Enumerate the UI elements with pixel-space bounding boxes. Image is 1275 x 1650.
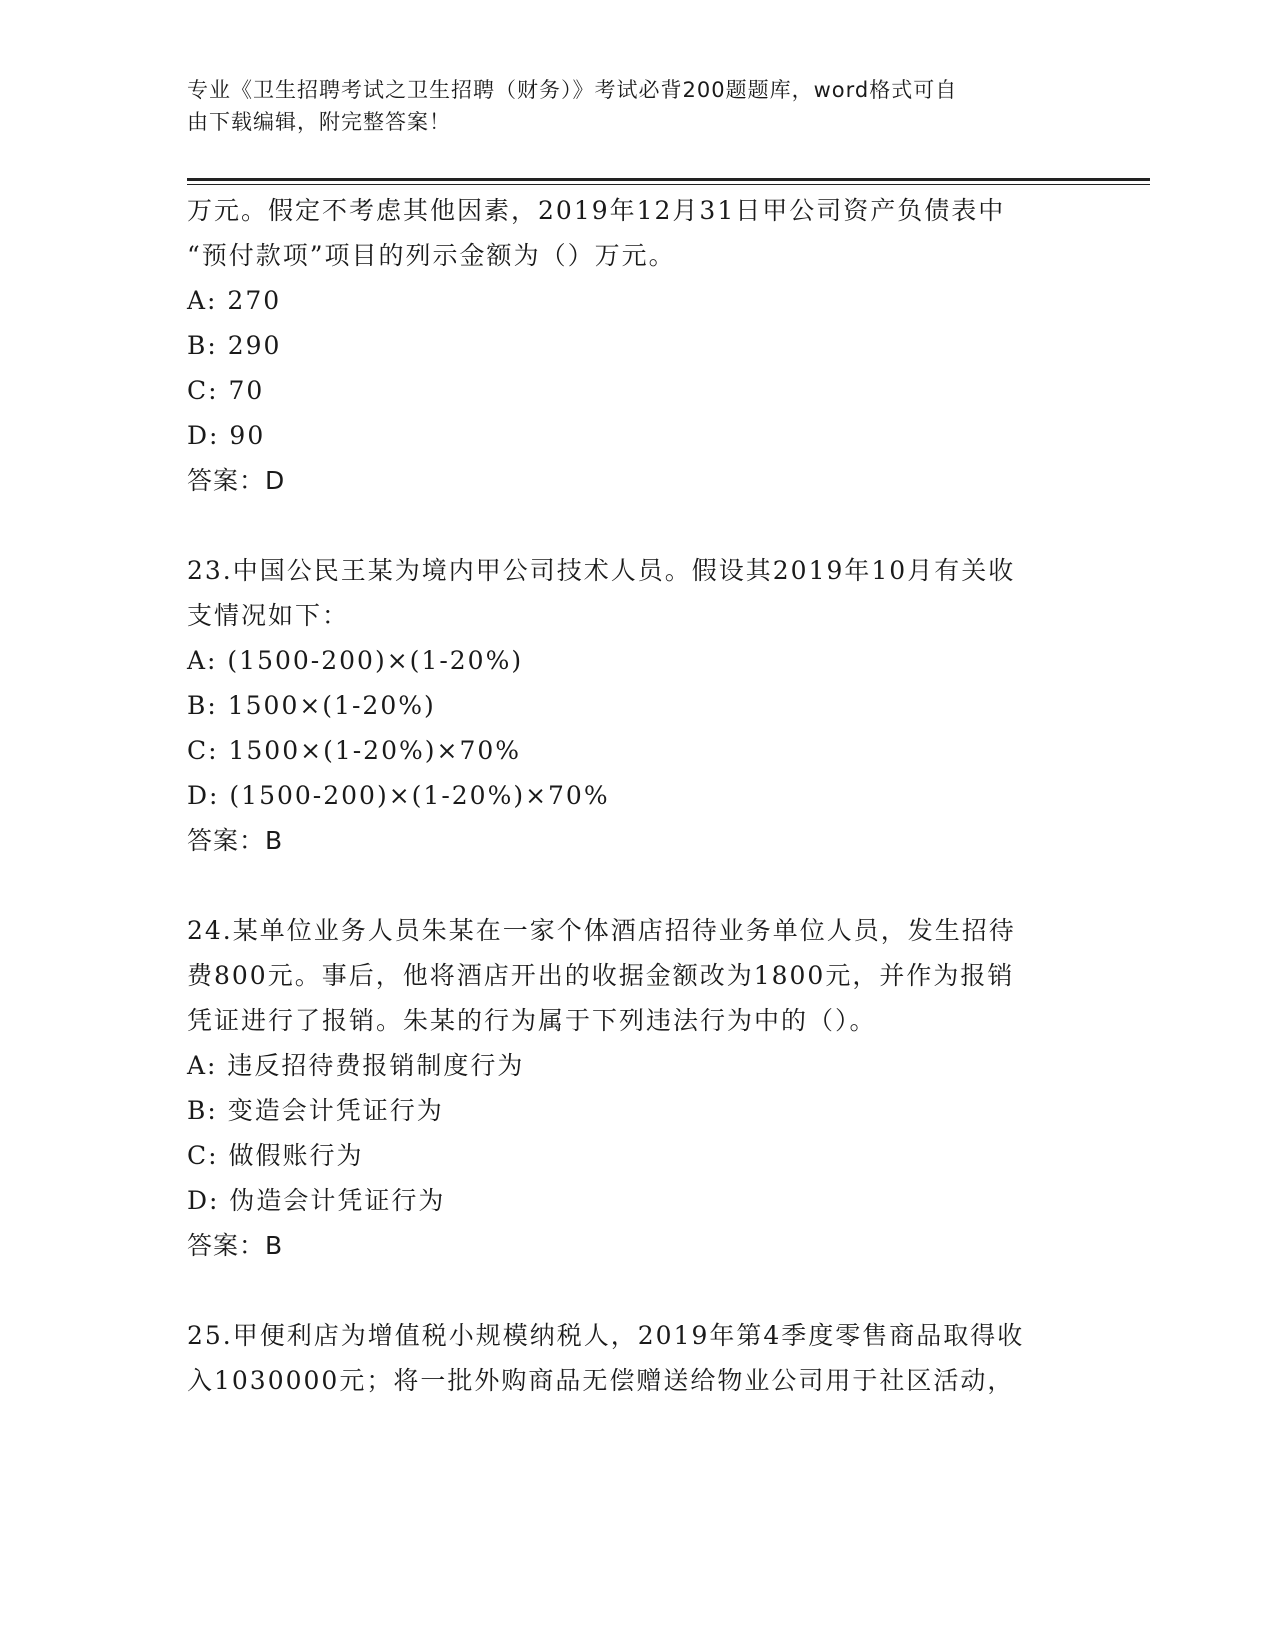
- question-22-option-a: A: 270: [187, 286, 282, 315]
- question-23-text-2: 支情况如下：: [187, 601, 350, 630]
- question-22-option-c: C: 70: [187, 376, 265, 405]
- question-22-answer: 答案：D: [187, 466, 286, 495]
- question-23-answer: 答案：B: [187, 826, 284, 855]
- question-23-option-b: B: 1500×(1-20%): [187, 691, 436, 720]
- question-24-text-2: 费800元。事后，他将酒店开出的收据金额改为1800元，并作为报销: [187, 961, 1015, 990]
- question-23-option-a: A: (1500-200)×(1-20%): [187, 646, 524, 675]
- question-24-text-1: 24.某单位业务人员朱某在一家个体酒店招待业务单位人员，发生招待: [187, 916, 1016, 945]
- question-22-text-1: 万元。假定不考虑其他因素，2019年12月31日甲公司资产负债表中: [187, 196, 1006, 225]
- question-24-option-d: D: 伪造会计凭证行为: [187, 1186, 446, 1215]
- question-24-answer: 答案：B: [187, 1231, 284, 1260]
- question-25: [187, 1313, 1087, 1403]
- header-line-1: 专业《卫生招聘考试之卫生招聘（财务）》考试必背200题题库，word格式可自: [187, 78, 958, 102]
- question-24-text-3: 凭证进行了报销。朱某的行为属于下列违法行为中的（）。: [187, 1006, 877, 1035]
- header-line-2: 由下载编辑，附完整答案！: [187, 110, 451, 134]
- document-body: [187, 188, 1087, 1403]
- spacer: [187, 503, 1087, 548]
- question-23-text-1: 23.中国公民王某为境内甲公司技术人员。假设其2019年10月有关收: [187, 556, 1016, 585]
- spacer: [187, 1268, 1087, 1313]
- question-22-option-d: D: 90: [187, 421, 266, 450]
- question-24-option-b: B: 变造会计凭证行为: [187, 1096, 444, 1125]
- question-24: [187, 908, 1087, 1268]
- question-24-option-a: A: 违反招待费报销制度行为: [187, 1051, 525, 1080]
- question-23-option-c: C: 1500×(1-20%)×70%: [187, 736, 522, 765]
- question-22: [187, 188, 1087, 503]
- question-23: [187, 548, 1087, 863]
- question-24-option-c: C: 做假账行为: [187, 1141, 364, 1170]
- question-22-option-b: B: 290: [187, 331, 282, 360]
- spacer: [187, 863, 1087, 908]
- question-23-option-d: D: (1500-200)×(1-20%)×70%: [187, 781, 610, 810]
- header-divider-thin: [187, 184, 1150, 185]
- question-25-text-1: 25.甲便利店为增值税小规模纳税人，2019年第4季度零售商品取得收: [187, 1321, 1025, 1350]
- question-25-text-2: 入1030000元；将一批外购商品无偿赠送给物业公司用于社区活动，: [187, 1366, 1015, 1395]
- header-divider-thick: [187, 178, 1150, 181]
- question-22-text-2: “预付款项”项目的列示金额为（）万元。: [187, 241, 676, 270]
- page-header: [187, 74, 1067, 138]
